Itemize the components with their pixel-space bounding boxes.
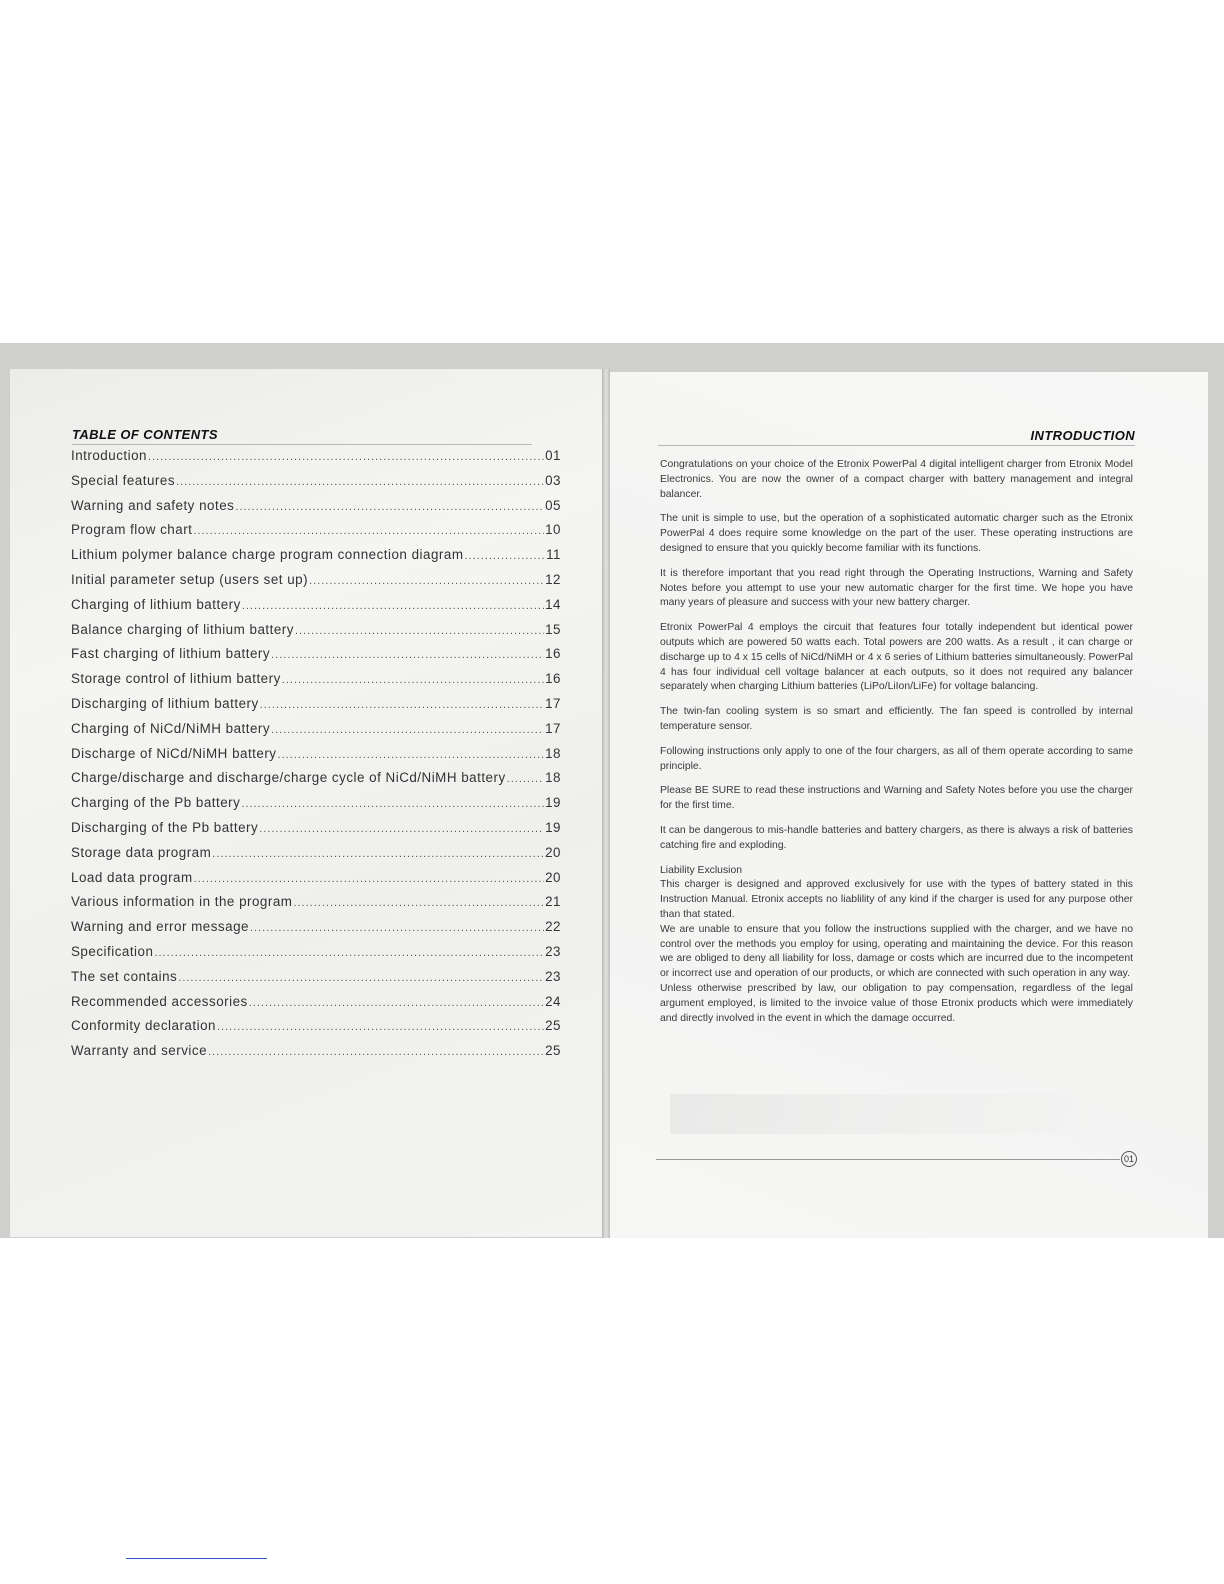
- toc-entry-page: 25: [545, 1043, 561, 1059]
- toc-leader-dots: [507, 773, 544, 785]
- toc-entry: [71, 944, 561, 969]
- toc-leader-dots: [154, 947, 544, 959]
- toc-leader-dots: [295, 625, 544, 637]
- toc-entry-title: Various information in the program: [71, 894, 293, 910]
- toc-entry-title: Lithium polymer balance charge program connection diagram: [71, 547, 464, 563]
- toc-entry-title: Charging of NiCd/NiMH battery: [71, 720, 271, 736]
- intro-paragraph-1: Congratulations on your choice of the Etronix PowerPal 4 digital intelligent charger from Etronix Model Electronics. You are now the owner of a compact charger with battery management and integral balancer.: [660, 459, 1133, 500]
- intro-paragraph-4: Etronix PowerPal 4 employs the circuit that features four totally independent but identical power outputs which are powered 50 watts each. Total powers are 200 watts. As a result , it can charge or discharge up to 4 x 15 cells of NiCd/NiMH or 4 x 6 series of Lithium batteries simultaneously. PowerPal 4 has four individual cell voltage balancer at each outputs, so it does not required any balancer separately when charging Lithium batteries (LiPo/LiIon/LiFe) for voltage balancing.: [660, 622, 1133, 693]
- toc-leader-dots: [148, 451, 544, 463]
- bleed-through-shadow: [670, 1094, 1090, 1134]
- toc-entry-title: Charge/discharge and discharge/charge cycle of NiCd/NiMH battery: [71, 770, 506, 786]
- toc-entry-title: Introduction: [71, 448, 147, 463]
- toc-entry-page: 19: [545, 795, 561, 811]
- toc-entry-page: 18: [545, 770, 561, 786]
- toc-leader-dots: [194, 873, 544, 885]
- intro-heading: INTRODUCTION: [1030, 428, 1135, 443]
- toc-entry-title: Charging of the Pb battery: [71, 795, 241, 811]
- introduction-body: [660, 458, 1133, 1026]
- toc-entry: [71, 1018, 561, 1043]
- intro-paragraph-2: The unit is simple to use, but the operation of a sophisticated automatic charger such as the Etronix PowerPal 4 does require some knowledge on the part of the user. These operating instructions are designed to ensure that you quickly become familiar with its functions.: [660, 513, 1133, 554]
- toc-entry: [71, 671, 561, 696]
- liability-paragraph-1: This charger is designed and approved exclusively for use with the types of battery stated in this Instruction Manual. Etronix accepts no liablility of any kind if the charger is used for any purpose other than that stated.: [660, 879, 1133, 920]
- toc-entry-title: Warning and error message: [71, 919, 249, 935]
- toc-entry-page: 25: [545, 1018, 561, 1034]
- toc-entry-title: Conformity declaration: [71, 1018, 216, 1034]
- toc-leader-dots: [249, 997, 544, 1009]
- toc-entry-title: Fast charging of lithium battery: [71, 646, 271, 662]
- toc-entry: [71, 994, 561, 1019]
- toc-leader-dots: [193, 525, 544, 537]
- toc-entry: [71, 969, 561, 994]
- toc-entry: [71, 1043, 561, 1068]
- toc-leader-dots: [178, 972, 544, 984]
- toc-entry-page: 19: [545, 819, 561, 835]
- toc-heading: TABLE OF CONTENTS: [72, 427, 218, 442]
- intro-paragraph-7: Please BE SURE to read these instructions and Warning and Safety Notes before you use the charger for the first time.: [660, 785, 1133, 812]
- toc-leader-dots: [208, 1046, 544, 1058]
- toc-entry-title: Program flow chart: [71, 522, 193, 538]
- toc-entry-page: 01: [545, 448, 561, 463]
- toc-entry-page: 16: [545, 646, 561, 662]
- toc-entry-page: 03: [545, 472, 561, 488]
- toc-entry-page: 17: [545, 720, 561, 736]
- toc-entry-page: 23: [545, 968, 561, 984]
- toc-leader-dots: [242, 600, 544, 612]
- intro-heading-rule: [658, 445, 1135, 446]
- intro-paragraph-3: It is therefore important that you read right through the Operating Instructions, Warning and Safety Notes before you attempt to use your new automatic charger for the first time. We hope you have many years of pleasure and success with your new battery charger.: [660, 567, 1133, 609]
- toc-leader-dots: [250, 922, 544, 934]
- toc-entry: [71, 795, 561, 820]
- toc-leader-dots: [271, 649, 544, 661]
- toc-entry-page: 14: [545, 596, 561, 612]
- toc-entry: [71, 746, 561, 771]
- toc-entry: [71, 870, 561, 895]
- toc-leader-dots: [278, 749, 545, 761]
- toc-entry-page: 15: [545, 621, 561, 637]
- liability-title: Liability Exclusion: [660, 864, 743, 876]
- page-number-badge: 01: [1121, 1151, 1137, 1167]
- toc-entry-page: 22: [545, 919, 561, 935]
- toc-entry-page: 11: [546, 547, 561, 563]
- toc-entry-page: 24: [545, 993, 561, 1009]
- toc-entry-title: Charging of lithium battery: [71, 596, 241, 612]
- toc-leader-dots: [293, 897, 544, 909]
- right-page: [610, 372, 1208, 1238]
- toc-entry-title: Load data program: [71, 869, 193, 885]
- toc-leader-dots: [259, 823, 544, 835]
- toc-entry: [71, 646, 561, 671]
- toc-entry: [71, 919, 561, 944]
- toc-entry-title: Discharging of lithium battery: [71, 695, 259, 711]
- toc-entry-title: Initial parameter setup (users set up): [71, 571, 309, 587]
- toc-entry-title: Warning and safety notes: [71, 497, 235, 513]
- toc-entry: [71, 547, 561, 572]
- toc-entry: [71, 473, 561, 498]
- toc-entry-page: 05: [545, 497, 561, 513]
- toc-entry-page: 21: [545, 894, 561, 910]
- toc-heading-rule: [72, 444, 532, 445]
- toc-entry-title: Balance charging of lithium battery: [71, 621, 294, 637]
- toc-entry-page: 18: [545, 745, 561, 761]
- toc-entry-title: Specification: [71, 943, 154, 959]
- toc-entry-page: 20: [545, 844, 561, 860]
- toc-leader-dots: [309, 575, 544, 587]
- toc-entry: [71, 622, 561, 647]
- toc-entry-page: 12: [545, 571, 561, 587]
- toc-entry-title: The set contains: [71, 968, 178, 984]
- toc-leader-dots: [235, 501, 544, 513]
- left-page: [10, 369, 602, 1237]
- liability-paragraph-2: We are unable to ensure that you follow the instructions supplied with the charger, and we have no control over the methods you employ for using, operating and maintaining the device. For this reason we are obliged to deny all liability for loss, damage or costs which are incurred due to the incompetent or incorrect use and operation of our products, or which are connected with such operation in any way.: [660, 923, 1133, 980]
- toc-leader-dots: [212, 848, 544, 860]
- toc-entry: [71, 894, 561, 919]
- toc-entry-title: Recommended accessories: [71, 993, 248, 1009]
- toc-entry-page: 20: [545, 869, 561, 885]
- toc-entry: [71, 572, 561, 597]
- intro-paragraph-8: It can be dangerous to mis-handle batteries and battery chargers, as there is always a risk of batteries catching fire and exploding.: [660, 824, 1133, 851]
- toc-entry: [71, 448, 561, 473]
- toc-entry: [71, 770, 561, 795]
- table-of-contents: [71, 448, 561, 1068]
- intro-paragraph-6: Following instructions only apply to one of the four chargers, as all of them operate according to same principle.: [660, 745, 1133, 772]
- toc-entry: [71, 721, 561, 746]
- toc-leader-dots: [282, 674, 544, 686]
- toc-entry-title: Warranty and service: [71, 1043, 208, 1059]
- book-gutter: [602, 369, 610, 1238]
- toc-entry-title: Special features: [71, 472, 176, 488]
- toc-entry: [71, 522, 561, 547]
- toc-entry-title: Discharge of NiCd/NiMH battery: [71, 745, 277, 761]
- toc-entry: [71, 597, 561, 622]
- toc-entry-title: Storage control of lithium battery: [71, 671, 281, 687]
- toc-leader-dots: [271, 724, 544, 736]
- toc-entry: [71, 696, 561, 721]
- toc-entry-title: Storage data program: [71, 844, 212, 860]
- toc-entry-page: 16: [545, 671, 561, 687]
- liability-paragraph-3: Unless otherwise prescribed by law, our obligation to pay compensation, regardless of the legal argument employed, is limited to the invoice value of those Etronix products which were immediately and directly involved in the event in which the damage occurred.: [660, 982, 1133, 1024]
- toc-entry-page: 17: [545, 695, 561, 711]
- toc-leader-dots: [176, 476, 544, 488]
- footer-rule: [656, 1159, 1120, 1160]
- toc-leader-dots: [464, 550, 545, 562]
- toc-leader-dots: [241, 798, 544, 810]
- toc-entry-title: Discharging of the Pb battery: [71, 819, 259, 835]
- toc-leader-dots: [260, 699, 544, 711]
- underline-mark: [126, 1558, 267, 1559]
- intro-paragraph-5: The twin-fan cooling system is so smart and efficiently. The fan speed is controlled by internal temperature sensor.: [660, 706, 1133, 732]
- toc-entry-page: 23: [545, 943, 561, 959]
- toc-entry-page: 10: [545, 522, 561, 538]
- toc-leader-dots: [217, 1021, 544, 1033]
- toc-entry: [71, 845, 561, 870]
- toc-entry: [71, 820, 561, 845]
- toc-entry: [71, 498, 561, 523]
